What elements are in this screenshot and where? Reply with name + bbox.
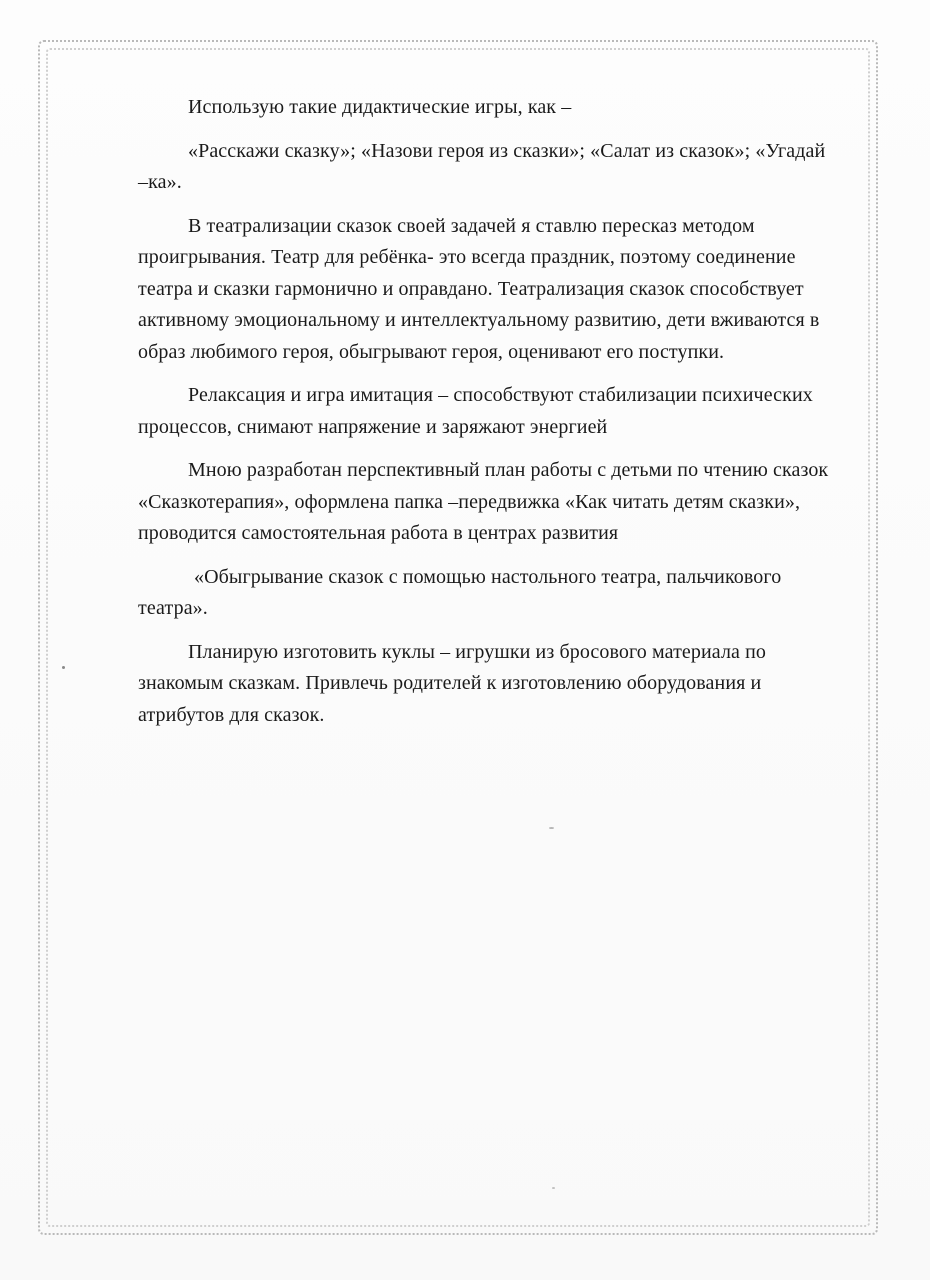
scan-speck: [552, 1187, 555, 1189]
paragraph-didactic-games-intro: Использую такие дидактические игры, как –: [188, 96, 572, 118]
scan-speck: [62, 666, 65, 669]
scan-speck: [549, 827, 554, 829]
paragraph-table-theatre: «Обыгрывание сказок с помощью настольного театра, пальчикового театра».: [138, 565, 782, 619]
paragraph-relaxation: Релаксация и игра имитация – способствуют стабилизации психических процессов, снимают напряжение и заряжают энергией: [138, 384, 813, 438]
document-body: [138, 92, 838, 743]
paragraph-theatricalization: В театрализации сказок своей задачей я ставлю пересказ методом проигрывания. Театр для ребёнка- это всегда праздник, поэтому соединение театра и сказки гармонично и оправдано. Театрализация сказок способствует активному эмоциональному и интеллектуальному развитию, дети вживаются в образ любимого героя, обыгрывают героя, оценивают его поступки.: [138, 214, 820, 363]
paragraph-planned-dolls: Планирую изготовить куклы – игрушки из бросового материала по знакомым сказкам. Привлечь родителей к изготовлению оборудования и атрибутов для сказок.: [138, 640, 767, 726]
paragraph-work-plan: Мною разработан перспективный план работы с детьми по чтению сказок «Сказкотерапия», оформлена папка –передвижка «Как читать детям сказки», проводится самостоятельная работа в центрах развития: [138, 459, 829, 544]
paragraph-game-list: «Расскажи сказку»; «Назови героя из сказки»; «Салат из сказок»; «Угадай –ка».: [138, 139, 826, 193]
